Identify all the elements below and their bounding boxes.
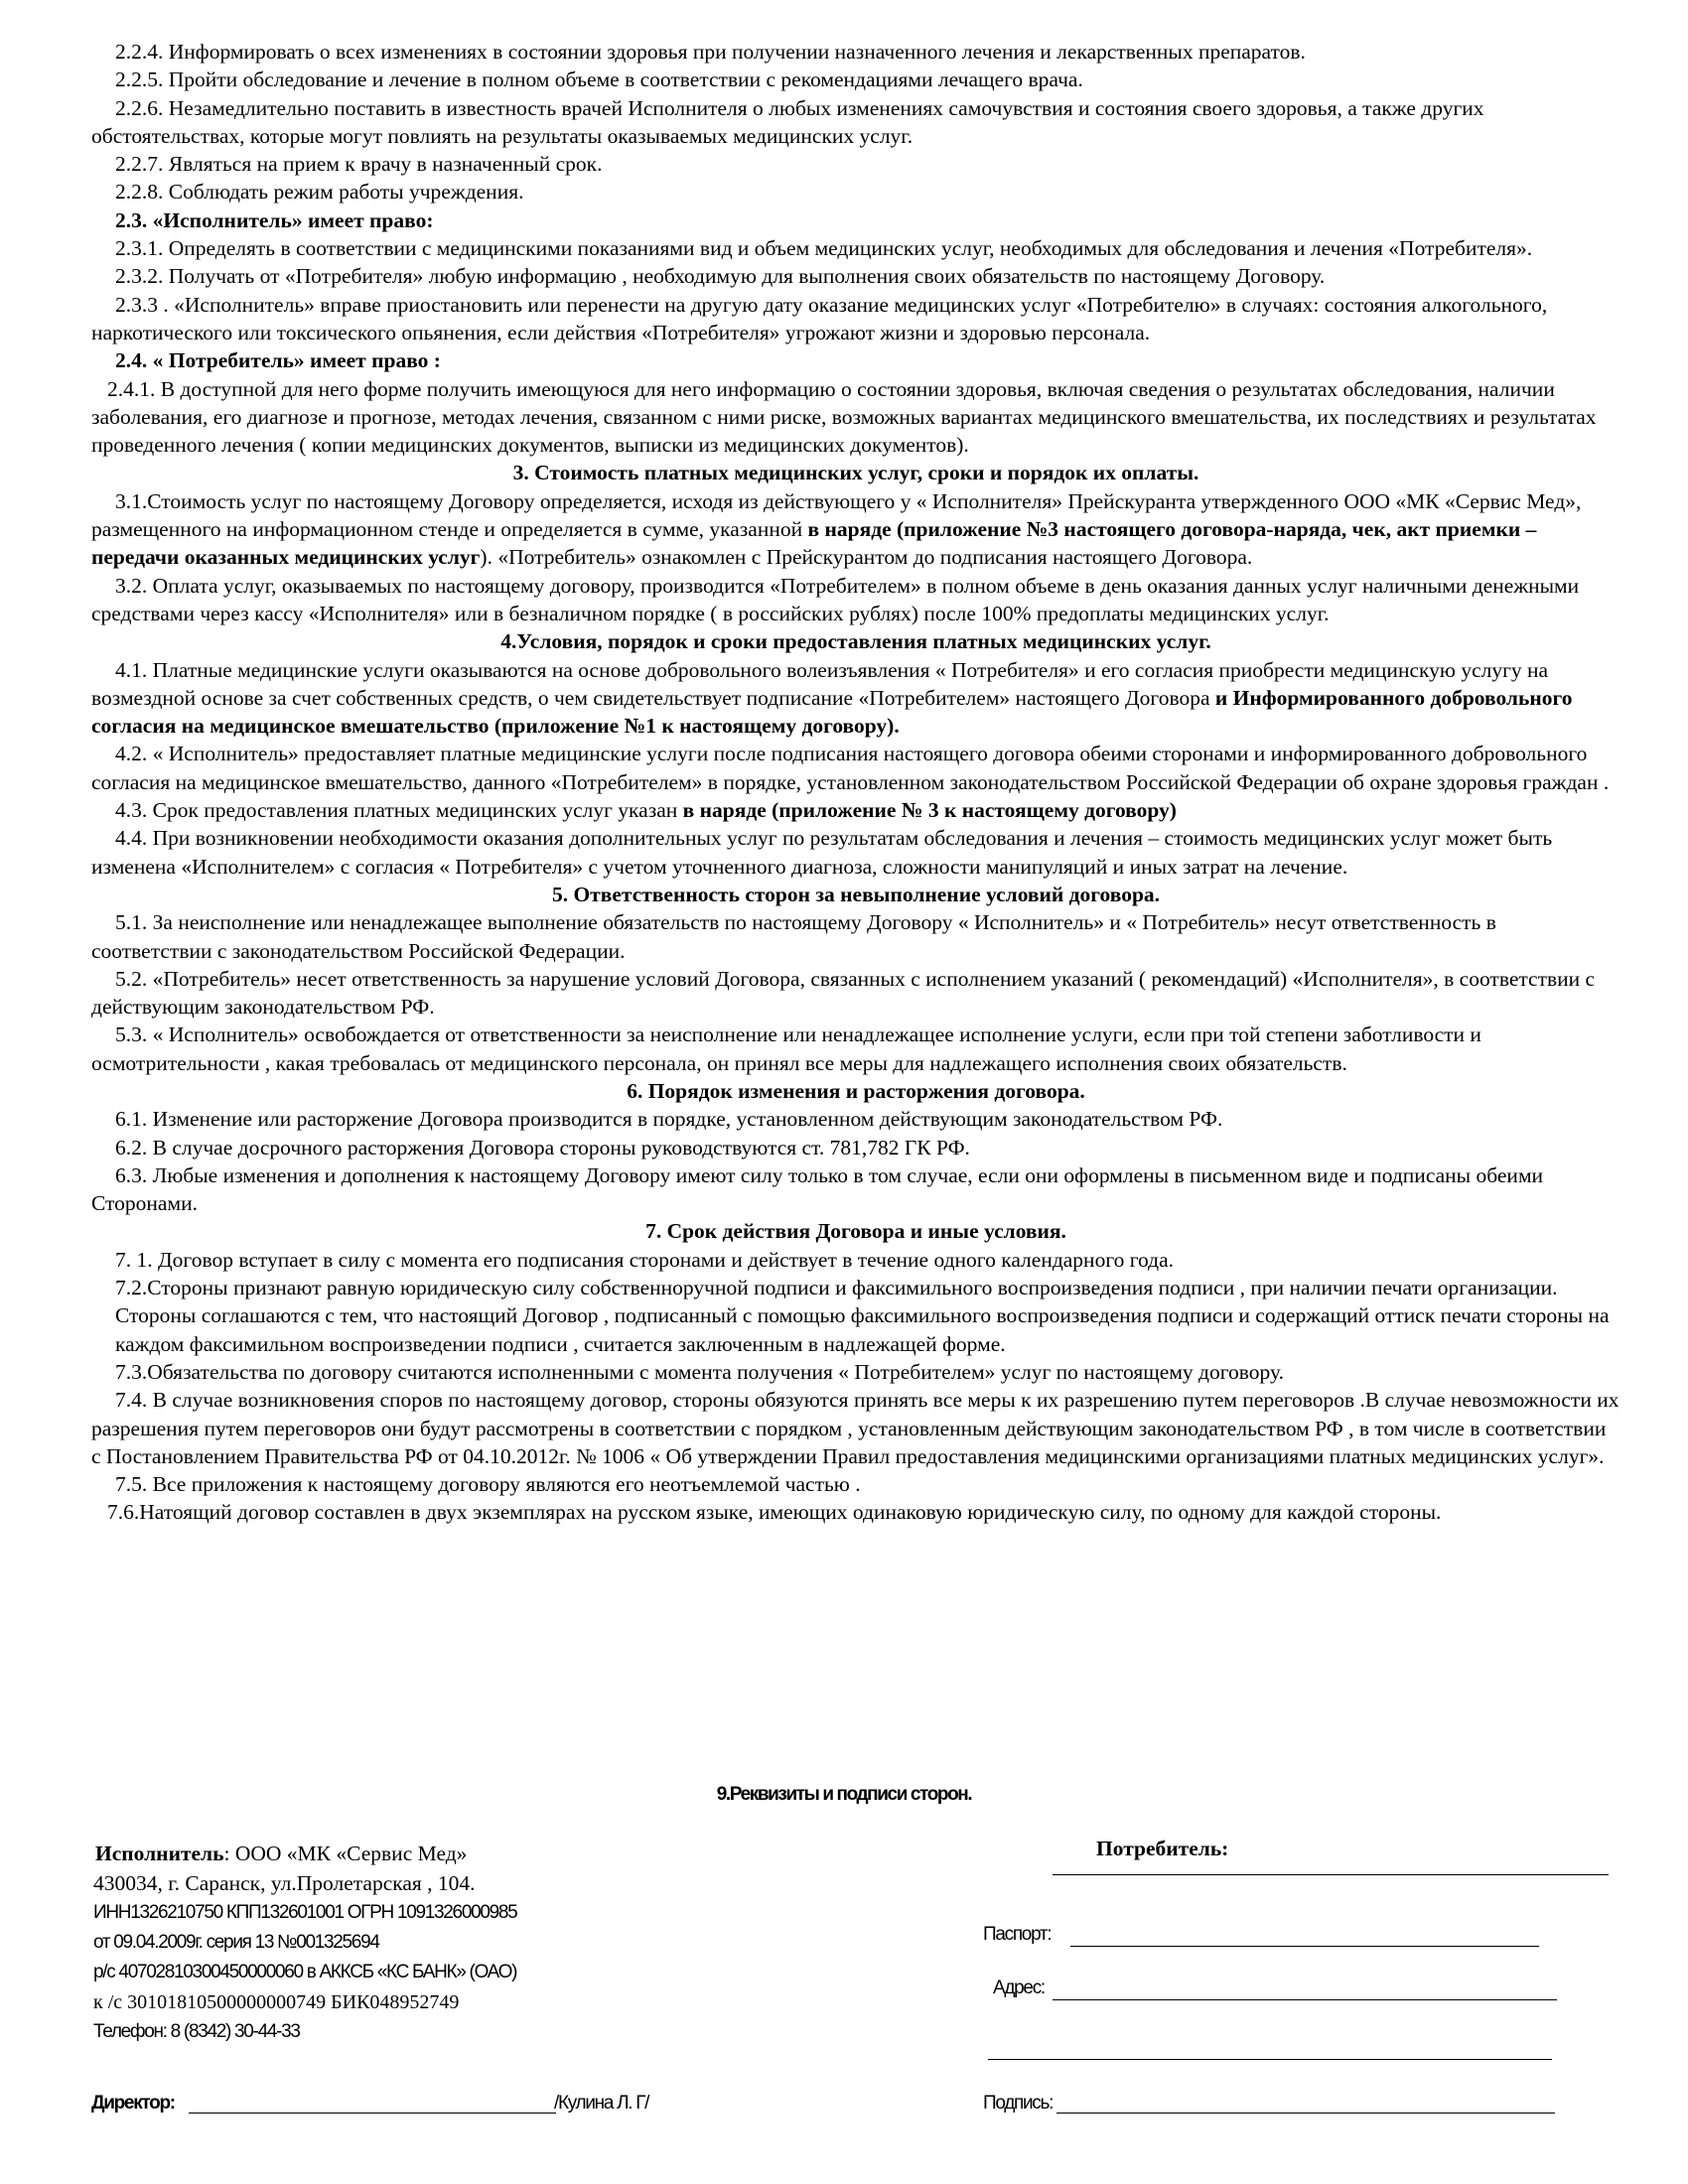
address-label: Адрес: [993, 1978, 1045, 1998]
executor-name: : ООО «МК «Сервис Мед» [223, 1842, 468, 1865]
clause-4-1: 4.1. Платные медицинские услуги оказываются на основе добровольного волеизъявления « Потребителя» и его согласия приобрести медицинскую услугу на возмездной основе за счет собственных средств, о чем свидетельствует подписание «Потребителем» настоящего Договора и Информированного добровольного согласия на медицинское вмешательство (приложение №1 к настоящему договору). [91, 657, 1573, 739]
consumer-label: Потребитель: [1096, 1837, 1229, 1860]
clause-6-1: 6.1. Изменение или расторжение Договора производится в порядке, установленном действующим законодательством РФ. [115, 1107, 1223, 1132]
clause-7-6: 7.6.Натоящий договор составлен в двух экземплярах на русском языке, имеющих одинаковую юридическую силу, по одному для каждой стороны. [107, 1500, 1442, 1525]
signature-row [91, 2093, 1680, 2132]
clause-5-3: 5.3. « Исполнитель» освобождается от ответственности за неисполнение или ненадлежащее исполнение услуги, если при той степени заботливости и осмотрительности , какая требовалась от медицинского персонала, он принял все меры для надлежащего исполнения своих обязательств. [91, 1023, 1481, 1075]
clause-5-1: 5.1. За неисполнение или ненадлежащее выполнение обязательств по настоящему Договору « Исполнитель» и « Потребитель» несут ответственность в соответствии с законодательством Российской Федерации. [91, 910, 1496, 963]
clause-7-1: 7. 1. Договор вступает в силу с момента его подписания сторонами и действует в течение одного календарного года. [115, 1247, 1174, 1272]
clause-p2_2_6: 2.2.6. Незамедлительно поставить в известность врачей Исполнителя о любых изменениях самочувствия и состояния своего здоровья, а также других обстоятельствах, которые могут повлиять на результаты оказываемых медицинских услуг. [91, 95, 1484, 148]
clause-7-2: 7.2.Стороны признают равную юридическую силу собственноручной подписи и факсимильного воспроизведения подписи , при наличии печати организации. Стороны соглашаются с тем, что настоящий Договор , подписанный с помощью факсимильного воспроизведения подписи и содержащий оттиск печати стороны на каждом факсимильном воспроизведении подписи , считается заключенным в надлежащей форме. [115, 1276, 1610, 1356]
section-3-title: 3. Стоимость платных медицинских услуг, сроки и порядок их оплаты. [512, 461, 1199, 485]
executor-phone: Телефон: 8 (8342) 30-44-33 [93, 2021, 300, 2042]
director-name: /Кулина Л. Г/ [554, 2093, 649, 2114]
clause-p2_2_7: 2.2.7. Являться на прием к врачу в назначенный срок. [115, 152, 603, 177]
clause-4-3: 4.3. Срок предоставления платных медицинских услуг указан в наряде (приложение № 3 к настоящему договору) [115, 798, 1177, 823]
director-label: Директор: [91, 2093, 175, 2114]
address-line-2[interactable] [988, 2059, 1552, 2060]
clause-h2_4: 2.4. « Потребитель» имеет право : [115, 348, 441, 373]
executor-corr-account: к /с 30101810500000000749 БИК048952749 [93, 1991, 460, 2013]
director-signature-line[interactable] [189, 2113, 556, 2114]
clause-7-3: 7.3.Обязательства по договору считаются исполненными с момента получения « Потребителем» услуг по настоящему договору. [115, 1359, 1284, 1384]
clause-7-4: 7.4. В случае возникновения споров по настоящему договор, стороны обязуются принять все меры к их разрешению путем переговоров .В случае невозможности их разрешения путем переговоров они будут рассмотрены в соответствии с порядком , установленным действующим законодательством РФ , в том числе в соответствии с Постановлением Правительства РФ от 04.10.2012г. № 1006 « Об утверждении Правил предоставления медицинскими организациями платных медицинских услуг». [91, 1388, 1619, 1468]
clause-6-3: 6.3. Любые изменения и дополнения к настоящему Договору имеют силу только в том случае, если они оформлены в письменном виде и подписаны обеими Сторонами. [91, 1162, 1544, 1216]
consumer-name-line[interactable] [1053, 1874, 1609, 1875]
clause-p2_3_1: 2.3.1. Определять в соответствии с медицинскими показаниями вид и объем медицинских услуг, необходимых для обследования и лечения «Потребителя». [115, 236, 1533, 261]
section-4-title: 4.Условия, порядок и сроки предоставления платных медицинских услуг. [500, 629, 1211, 654]
executor-account: р/с 40702810300450000060 в АККСБ «КС БАНК» (ОАО) [93, 1962, 517, 1982]
clause-p2_2_5: 2.2.5. Пройти обследование и лечение в полном объеме в соответствии с рекомендациями лечащего врача. [115, 68, 1083, 92]
section-7-title: 7. Срок действия Договора и иные условия. [645, 1219, 1066, 1244]
passport-label: Паспорт: [983, 1924, 1052, 1945]
contract-body [91, 38, 1620, 1527]
executor-line [95, 1839, 731, 1868]
clause-p2_4_1: 2.4.1. В доступной для него форме получить имеющуюся для него информацию о состоянии здоровья, включая сведения о результатах обследования, наличии заболевания, его диагнозе и прогнозе, методах лечения, связанном с ними риске, возможных вариантах медицинского вмешательства, их последствиях и результатах проведенного лечения ( копии медицинских документов, выписки из медицинских документов). [91, 376, 1597, 458]
section-2-paragraphs [91, 38, 1620, 459]
clause-3-1: 3.1.Стоимость услуг по настоящему Договору определяется, исходя из действующего у « Исполнителя» Прейскуранта утвержденного ООО «МК «Сервис Мед», размещенного на информационном стенде и определяется в сумме, указанной в наряде (приложение №3 настоящего договора-наряда, чек, акт приемки – передачи оказанных медицинских услуг). «Потребитель» ознакомлен с Прейскурантом до подписания настоящего Договора. [91, 488, 1582, 570]
section-6-title: 6. Порядок изменения и расторжения договора. [627, 1078, 1085, 1103]
clause-p2_2_8: 2.2.8. Соблюдать режим работы учреждения. [115, 180, 524, 205]
executor-inn: ИНН1326210750 КПП132601001 ОГРН 1091326000985 [93, 1902, 517, 1923]
clause-4-4: 4.4. При возникновении необходимости оказания дополнительных услуг по результатам обследования и лечения – стоимость медицинских услуг может быть изменена «Исполнителем» с согласия « Потребителя» с учетом уточненного диагноза, сложности манипуляций и иных затрат на лечение. [91, 826, 1553, 879]
executor-registration-date: от 09.04.2009г. серия 13 №001325694 [93, 1932, 379, 1953]
address-line[interactable] [1053, 1999, 1557, 2000]
executor-address: 430034, г. Саранск, ул.Пролетарская , 104. [93, 1871, 476, 1895]
clause-h2_3: 2.3. «Исполнитель» имеет право: [115, 207, 434, 232]
clause-5-2: 5.2. «Потребитель» несет ответственность за нарушение условий Договора, связанных с исполнением указаний ( рекомендаций) «Исполнителя», в соответствии с действующим законодательством РФ. [91, 966, 1596, 1020]
section-5-title: 5. Ответственность сторон за невыполнение условий договора. [551, 882, 1161, 906]
passport-line[interactable] [1070, 1946, 1539, 1947]
clause-p2_3_2: 2.3.2. Получать от «Потребителя» любую информацию , необходимую для выполнения своих обязательств по настоящему Договору. [115, 264, 1326, 289]
consumer-signature-line[interactable] [1056, 2113, 1555, 2114]
clause-6-2: 6.2. В случае досрочного расторжения Договора стороны руководствуются ст. 781,782 ГК РФ. [115, 1135, 970, 1160]
clause-7-5: 7.5. Все приложения к настоящему договору являются его неотъемлемой частью . [115, 1472, 861, 1497]
executor-label: Исполнитель [95, 1842, 224, 1865]
signature-label: Подпись: [983, 2093, 1054, 2114]
clause-p2_2_4: 2.2.4. Информировать о всех изменениях в состоянии здоровья при получении назначенного лечения и лекарственных препаратов. [115, 40, 1306, 64]
clause-4-2: 4.2. « Исполнитель» предоставляет платные медицинские услуги после подписания настоящего договора обеими сторонами и информированного добровольного согласия на медицинское вмешательство, данного «Потребителем» в порядке, установленном законодательством Российской Федерации об охране здоровья граждан . [91, 742, 1610, 794]
clause-3-2: 3.2. Оплата услуг, оказываемых по настоящему договору, производится «Потребителем» в полном объеме в день оказания данных услуг наличными денежными средствами через кассу «Исполнителя» или в безналичном порядке ( в российских рублях) после 100% предоплаты медицинских услуг. [91, 573, 1580, 625]
executor-requisites [95, 1839, 731, 2047]
signatures-title: 9.Реквизиты и подписи сторон. [716, 1784, 972, 1805]
clause-p2_3_3: 2.3.3 . «Исполнитель» вправе приостановить или перенести на другую дату оказание медицинских услуг «Потребителю» в случаях: состояния алкогольного, наркотического или токсического опьянения, если действия «Потребителя» угрожают жизни и здоровью персонала. [91, 292, 1548, 344]
